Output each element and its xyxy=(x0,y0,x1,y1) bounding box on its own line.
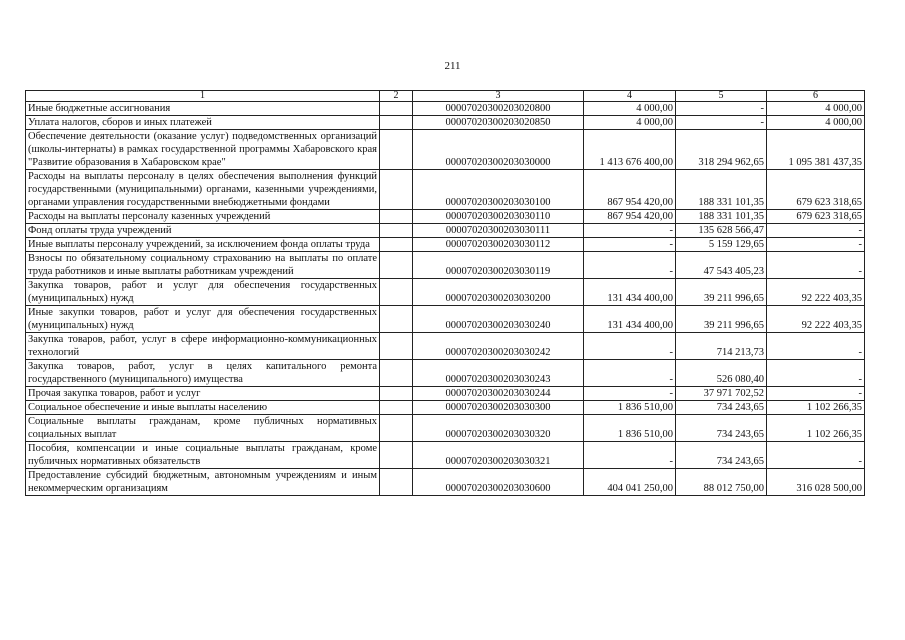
row-name-cell: Фонд оплаты труда учреждений xyxy=(26,224,380,238)
row-name-cell: Социальное обеспечение и иные выплаты населению xyxy=(26,401,380,415)
row-col6-cell: - xyxy=(767,238,865,252)
row-code-cell: 00007020300203030600 xyxy=(413,469,584,496)
table-row xyxy=(26,360,865,387)
row-col6-cell: 1 102 266,35 xyxy=(767,415,865,442)
table-row xyxy=(26,401,865,415)
table-row xyxy=(26,130,865,170)
row-col4-cell: - xyxy=(584,224,676,238)
table-row xyxy=(26,238,865,252)
row-code-cell: 00007020300203030112 xyxy=(413,238,584,252)
row-col6-cell: - xyxy=(767,442,865,469)
page-number: 211 xyxy=(444,60,461,72)
row-col5-cell: 39 211 996,65 xyxy=(676,279,767,306)
row-col4-cell: 1 413 676 400,00 xyxy=(584,130,676,170)
row-col5-cell: 47 543 405,23 xyxy=(676,252,767,279)
row-name-cell: Прочая закупка товаров, работ и услуг xyxy=(26,387,380,401)
row-col4-cell: - xyxy=(584,333,676,360)
table-header-row xyxy=(26,91,865,102)
row-col5-cell: 734 243,65 xyxy=(676,415,767,442)
row-code-cell: 00007020300203030100 xyxy=(413,170,584,210)
row-code-cell: 00007020300203030243 xyxy=(413,360,584,387)
table-row xyxy=(26,170,865,210)
row-col2-cell xyxy=(380,401,413,415)
row-col2-cell xyxy=(380,442,413,469)
row-col4-cell: - xyxy=(584,387,676,401)
row-col5-cell: 135 628 566,47 xyxy=(676,224,767,238)
row-col2-cell xyxy=(380,170,413,210)
row-col4-cell: 1 836 510,00 xyxy=(584,415,676,442)
row-name-cell: Закупка товаров, работ, услуг в сфере информационно-коммуникационных технологий xyxy=(26,333,380,360)
table-body xyxy=(26,91,865,496)
row-code-cell: 00007020300203030242 xyxy=(413,333,584,360)
column-header-6: 6 xyxy=(767,91,865,102)
table-row xyxy=(26,116,865,130)
row-col5-cell: 714 213,73 xyxy=(676,333,767,360)
row-name-cell: Предоставление субсидий бюджетным, автономным учреждениям и иным некоммерческим организациям xyxy=(26,469,380,496)
row-name-cell: Иные бюджетные ассигнования xyxy=(26,102,380,116)
row-col5-cell: 734 243,65 xyxy=(676,401,767,415)
row-col4-cell: 867 954 420,00 xyxy=(584,210,676,224)
column-header-2: 2 xyxy=(380,91,413,102)
table-row xyxy=(26,102,865,116)
row-code-cell: 00007020300203030119 xyxy=(413,252,584,279)
row-name-cell: Взносы по обязательному социальному страхованию на выплаты по оплате труда работников и иные выплаты работникам учреждений xyxy=(26,252,380,279)
row-col4-cell: - xyxy=(584,238,676,252)
row-col6-cell: - xyxy=(767,333,865,360)
table-row xyxy=(26,333,865,360)
row-code-cell: 00007020300203030200 xyxy=(413,279,584,306)
table-row xyxy=(26,224,865,238)
row-col2-cell xyxy=(380,130,413,170)
row-col6-cell: - xyxy=(767,224,865,238)
row-code-cell: 00007020300203030110 xyxy=(413,210,584,224)
row-col2-cell xyxy=(380,333,413,360)
row-col5-cell: 39 211 996,65 xyxy=(676,306,767,333)
row-name-cell: Закупка товаров, работ и услуг для обеспечения государственных (муниципальных) нужд xyxy=(26,279,380,306)
table-row xyxy=(26,442,865,469)
row-code-cell: 00007020300203030240 xyxy=(413,306,584,333)
row-col4-cell: 4 000,00 xyxy=(584,102,676,116)
row-col6-cell: - xyxy=(767,360,865,387)
table-row xyxy=(26,306,865,333)
row-code-cell: 00007020300203030300 xyxy=(413,401,584,415)
row-col5-cell: 526 080,40 xyxy=(676,360,767,387)
row-col2-cell xyxy=(380,279,413,306)
row-code-cell: 00007020300203030000 xyxy=(413,130,584,170)
row-col2-cell xyxy=(380,306,413,333)
row-col4-cell: 4 000,00 xyxy=(584,116,676,130)
budget-table xyxy=(25,90,865,496)
row-name-cell: Расходы на выплаты персоналу казенных учреждений xyxy=(26,210,380,224)
row-col2-cell xyxy=(380,238,413,252)
row-col5-cell: 188 331 101,35 xyxy=(676,210,767,224)
table-row xyxy=(26,469,865,496)
row-col4-cell: 131 434 400,00 xyxy=(584,306,676,333)
row-name-cell: Закупка товаров, работ, услуг в целях капитального ремонта государственного (муниципального) имущества xyxy=(26,360,380,387)
table-row xyxy=(26,415,865,442)
table-row xyxy=(26,210,865,224)
row-col6-cell: - xyxy=(767,252,865,279)
row-col5-cell: 88 012 750,00 xyxy=(676,469,767,496)
table-row xyxy=(26,252,865,279)
row-name-cell: Расходы на выплаты персоналу в целях обеспечения выполнения функций государственными (муниципальными) органами, казенными учреждениями, органами управления государственными внебюджетными фондами xyxy=(26,170,380,210)
row-col2-cell xyxy=(380,116,413,130)
row-col2-cell xyxy=(380,360,413,387)
row-col5-cell: 188 331 101,35 xyxy=(676,170,767,210)
column-header-4: 4 xyxy=(584,91,676,102)
row-col5-cell: - xyxy=(676,116,767,130)
row-col5-cell: 318 294 962,65 xyxy=(676,130,767,170)
row-name-cell: Социальные выплаты гражданам, кроме публичных нормативных социальных выплат xyxy=(26,415,380,442)
row-code-cell: 00007020300203020800 xyxy=(413,102,584,116)
row-code-cell: 00007020300203030321 xyxy=(413,442,584,469)
row-name-cell: Иные выплаты персоналу учреждений, за исключением фонда оплаты труда xyxy=(26,238,380,252)
row-col4-cell: 1 836 510,00 xyxy=(584,401,676,415)
row-col6-cell: 4 000,00 xyxy=(767,116,865,130)
row-name-cell: Обеспечение деятельности (оказание услуг) подведомственных организаций (школы-интернаты) в рамках государственной программы Хабаровского края "Развитие образования в Хабаровском крае" xyxy=(26,130,380,170)
row-col5-cell: - xyxy=(676,102,767,116)
row-col6-cell: - xyxy=(767,387,865,401)
row-col6-cell: 4 000,00 xyxy=(767,102,865,116)
row-col2-cell xyxy=(380,415,413,442)
row-name-cell: Иные закупки товаров, работ и услуг для обеспечения государственных (муниципальных) нужд xyxy=(26,306,380,333)
row-col6-cell: 92 222 403,35 xyxy=(767,279,865,306)
row-col5-cell: 5 159 129,65 xyxy=(676,238,767,252)
row-code-cell: 00007020300203030320 xyxy=(413,415,584,442)
table-row xyxy=(26,387,865,401)
row-col6-cell: 316 028 500,00 xyxy=(767,469,865,496)
row-col4-cell: 131 434 400,00 xyxy=(584,279,676,306)
row-col4-cell: - xyxy=(584,442,676,469)
table-row xyxy=(26,279,865,306)
row-name-cell: Пособия, компенсации и иные социальные выплаты гражданам, кроме публичных нормативных обязательств xyxy=(26,442,380,469)
row-code-cell: 00007020300203030111 xyxy=(413,224,584,238)
row-code-cell: 00007020300203020850 xyxy=(413,116,584,130)
row-col5-cell: 734 243,65 xyxy=(676,442,767,469)
row-name-cell: Уплата налогов, сборов и иных платежей xyxy=(26,116,380,130)
column-header-1: 1 xyxy=(26,91,380,102)
row-col5-cell: 37 971 702,52 xyxy=(676,387,767,401)
row-code-cell: 00007020300203030244 xyxy=(413,387,584,401)
row-col6-cell: 1 095 381 437,35 xyxy=(767,130,865,170)
row-col6-cell: 1 102 266,35 xyxy=(767,401,865,415)
row-col4-cell: 867 954 420,00 xyxy=(584,170,676,210)
row-col6-cell: 679 623 318,65 xyxy=(767,170,865,210)
row-col2-cell xyxy=(380,210,413,224)
row-col4-cell: - xyxy=(584,360,676,387)
column-header-3: 3 xyxy=(413,91,584,102)
row-col6-cell: 92 222 403,35 xyxy=(767,306,865,333)
row-col2-cell xyxy=(380,102,413,116)
column-header-5: 5 xyxy=(676,91,767,102)
row-col2-cell xyxy=(380,224,413,238)
row-col2-cell xyxy=(380,387,413,401)
row-col4-cell: 404 041 250,00 xyxy=(584,469,676,496)
row-col4-cell: - xyxy=(584,252,676,279)
row-col2-cell xyxy=(380,252,413,279)
row-col2-cell xyxy=(380,469,413,496)
row-col6-cell: 679 623 318,65 xyxy=(767,210,865,224)
